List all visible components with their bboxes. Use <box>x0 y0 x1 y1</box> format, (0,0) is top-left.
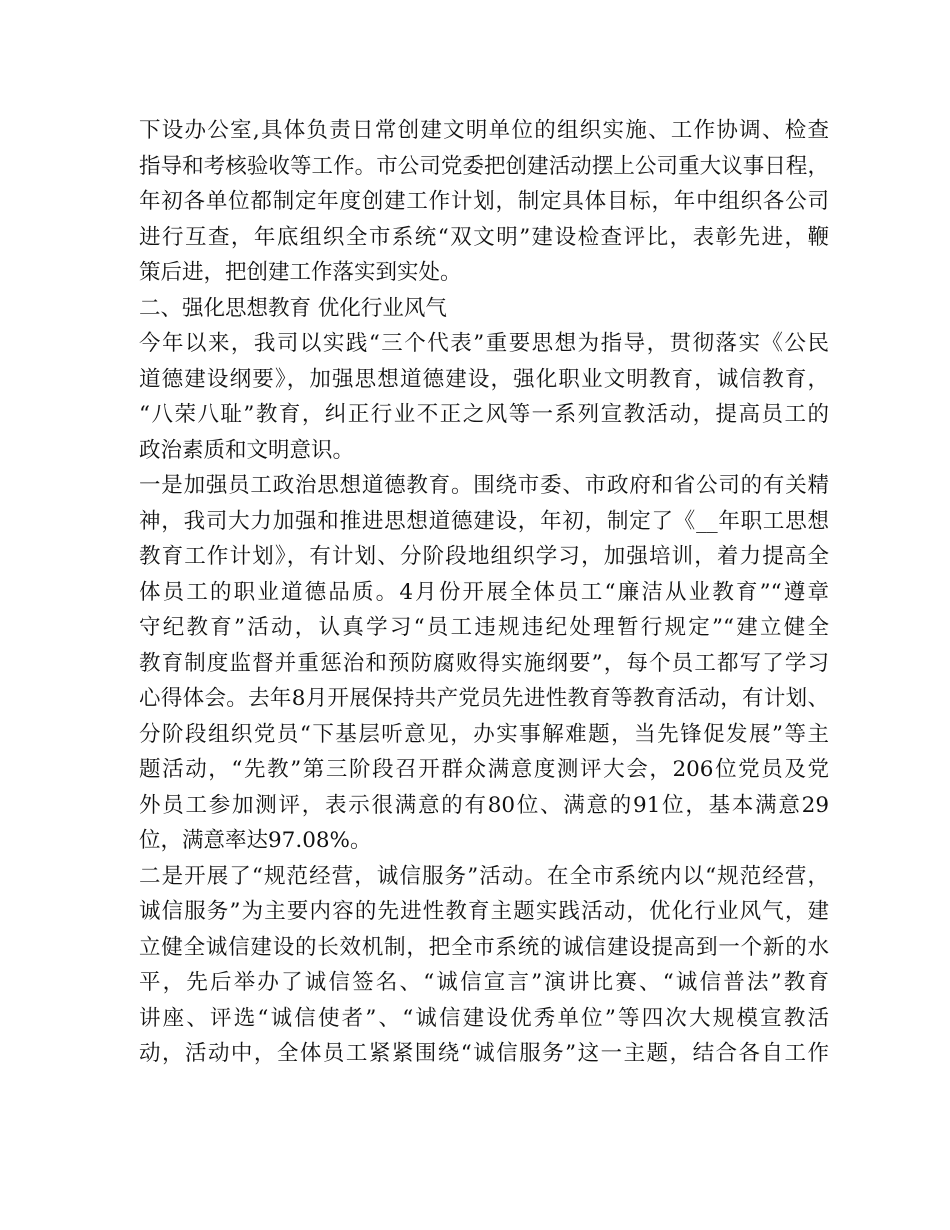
text-line: 立健全诚信建设的长效机制，把全市系统的诚信建设提高到一个新的水 <box>139 934 829 960</box>
text-line: “八荣八耻”教育，纠正行业不正之风等一系列宣教活动，提高员工的 <box>139 402 829 427</box>
text-line: 指导和考核验收等工作。市公司党委把创建活动摆上公司重大议事日程， <box>139 153 829 179</box>
text-line: 讲座、评选“诚信使者”、“诚信建设优秀单位”等四次大规模宣教活 <box>139 1005 829 1031</box>
text-line: 外员工参加测评，表示很满意的有80位、满意的91位，基本满意29 <box>139 792 829 818</box>
text-line: 诚信服务”为主要内容的先进性教育主题实践活动，优化行业风气，建 <box>139 899 829 924</box>
text-line: 题活动，“先教”第三阶段召开群众满意度测评大会，206位党员及党 <box>139 757 829 782</box>
section-heading: 二、强化思想教育 优化行业风气 <box>139 295 447 321</box>
text-line: 二是开展了“规范经营，诚信服务”活动。在全市系统内以“规范经营， <box>139 863 829 889</box>
text-line: 平，先后举办了诚信签名、“诚信宣言”演讲比赛、“诚信普法”教育 <box>139 970 829 995</box>
text-line: 进行互查，年底组织全市系统“双文明”建设检查评比，表彰先进，鞭 <box>139 224 829 250</box>
text-line: 心得体会。去年8月开展保持共产党员先进性教育等教育活动，有计划、 <box>139 686 829 711</box>
text-line: 教育工作计划》，有计划、分阶段地组织学习，加强培训，着力提高全 <box>139 544 829 569</box>
text-line: 位，满意率达97.08%。 <box>139 828 372 853</box>
text-line: 道德建设纲要》，加强思想道德建设，强化职业文明教育，诚信教育， <box>139 366 829 392</box>
text-line: 教育制度监督并重惩治和预防腐败得实施纲要”，每个员工都写了学习 <box>139 650 829 676</box>
text-line: 政治素质和文明意识。 <box>139 437 355 463</box>
text-line: 年初各单位都制定年度创建工作计划，制定具体目标，年中组织各公司 <box>139 189 829 214</box>
text-line: 神，我司大力加强和推进思想道德建设，年初，制定了《__年职工思想 <box>139 508 829 534</box>
text-line: 一是加强员工政治思想道德教育。围绕市委、市政府和省公司的有关精 <box>139 473 829 498</box>
text-line: 体员工的职业道德品质。4月份开展全体员工“廉洁从业教育”“遵章 <box>139 579 829 605</box>
text-line: 下设办公室,具体负责日常创建文明单位的组织实施、工作协调、检查 <box>139 118 829 143</box>
text-line: 策后进，把创建工作落实到实处。 <box>139 260 462 285</box>
text-line: 今年以来，我司以实践“三个代表”重要思想为指导，贯彻落实《公民 <box>139 331 829 356</box>
text-line: 动，活动中，全体员工紧紧围绕“诚信服务”这一主题，结合各自工作 <box>139 1041 829 1066</box>
text-line: 守纪教育”活动，认真学习“员工违规违纪处理暂行规定”“建立健全 <box>139 615 829 640</box>
text-line: 分阶段组织党员“下基层听意见，办实事解难题，当先锋促发展”等主 <box>139 721 829 747</box>
document-body <box>139 113 829 1072</box>
